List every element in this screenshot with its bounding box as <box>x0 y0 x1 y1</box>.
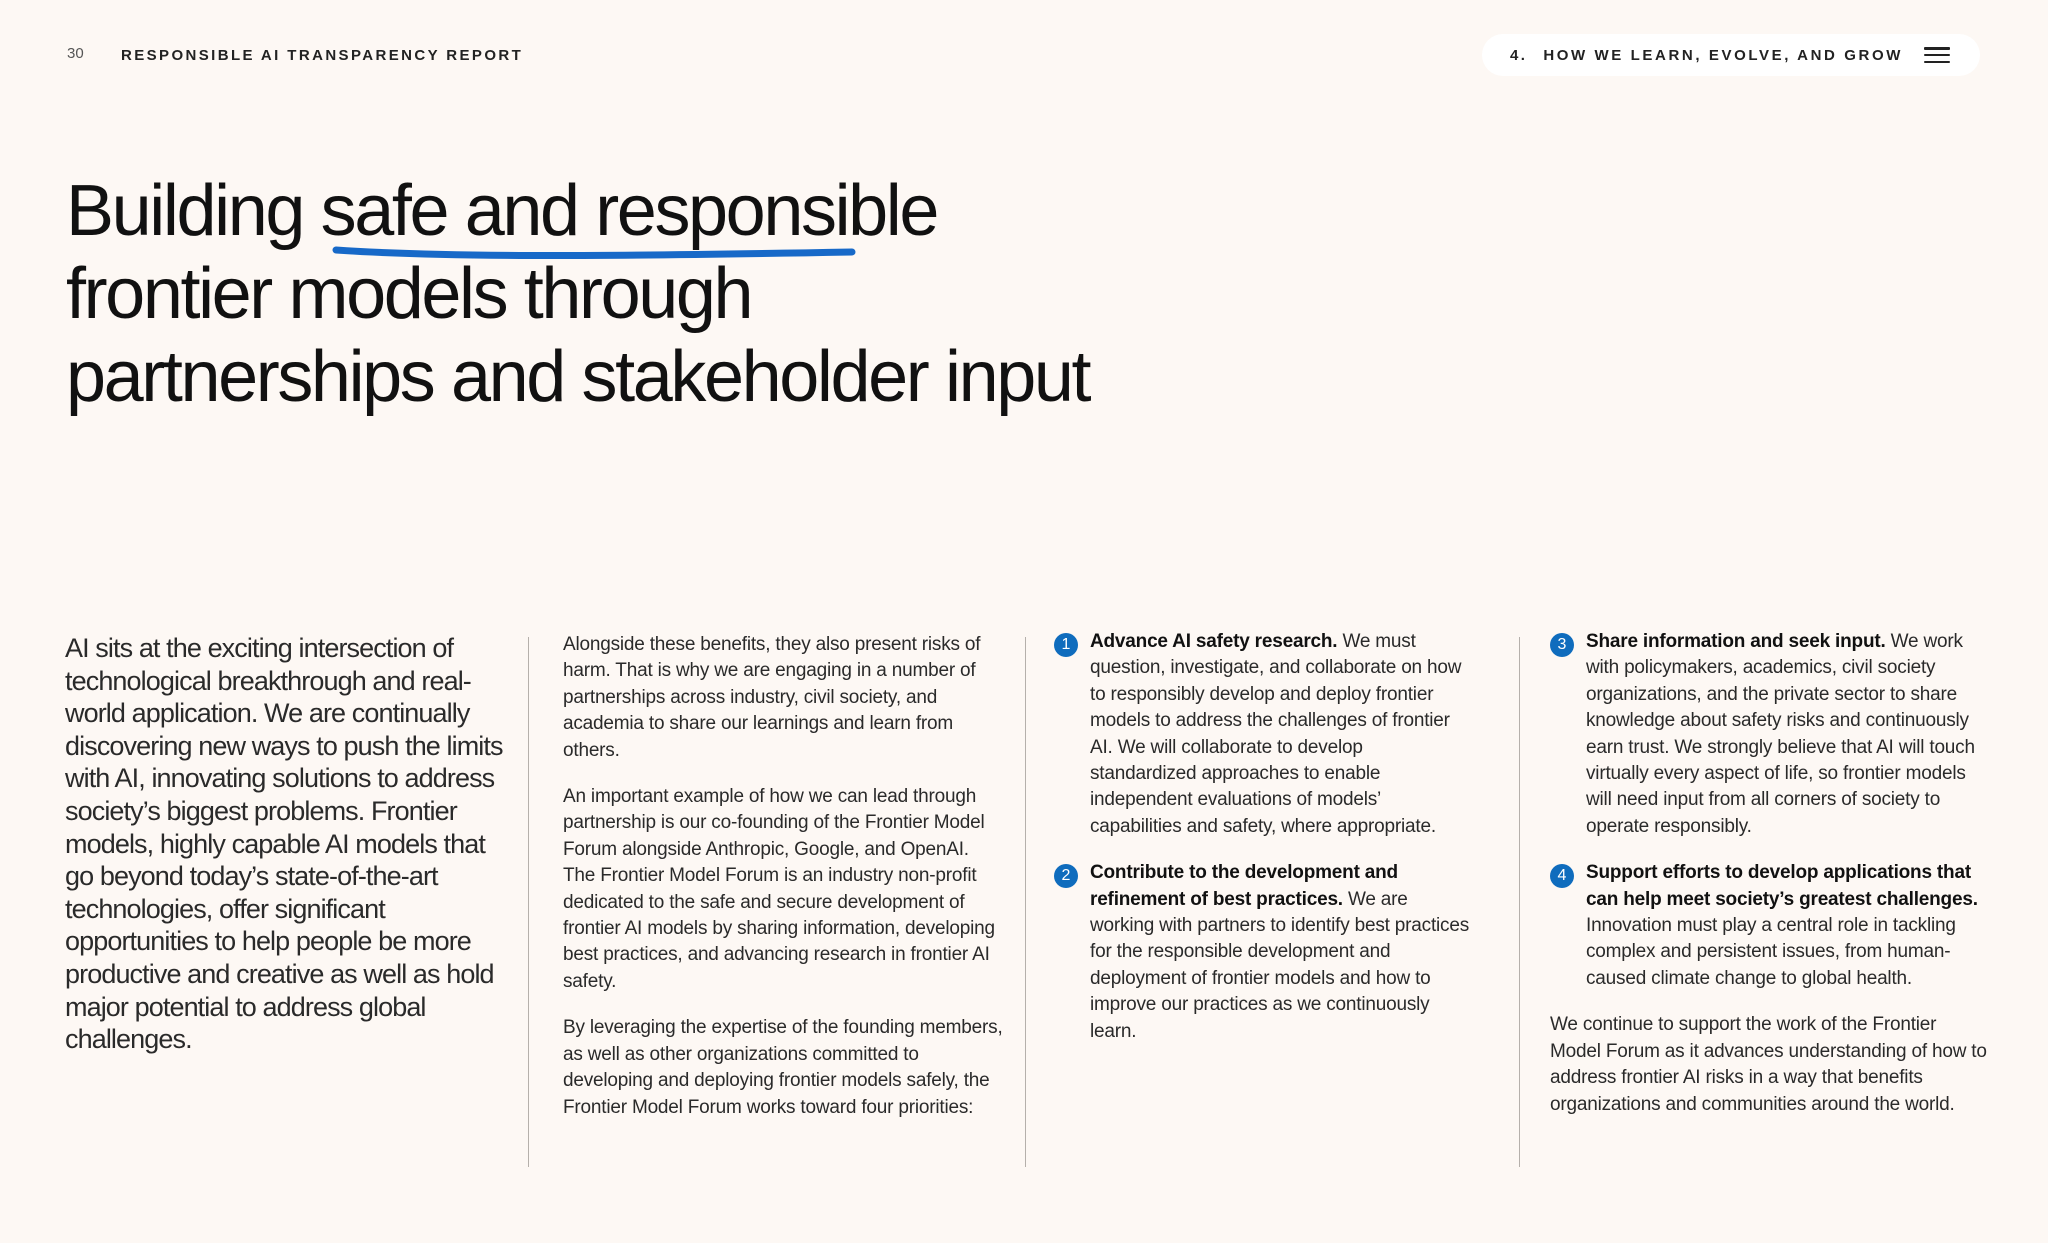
body-paragraph: An important example of how we can lead through partnership is our co-founding of the Frontier Model Forum alongside Anthropic, Google, and OpenAI. The Frontier Model Forum is an industry non-profit dedicated to the safe and secure development of frontier AI models by sharing information, developing best practices, and advancing research in frontier AI safety. <box>563 786 995 992</box>
column-divider <box>1025 637 1026 1167</box>
priority-item <box>1550 860 1990 992</box>
priority-item <box>1550 629 1990 840</box>
headline-highlighted-phrase: safe and responsible <box>320 171 938 251</box>
priority-title: Share information and seek input. <box>1586 631 1886 652</box>
section-number: 4. <box>1510 46 1528 64</box>
priorities-column-b <box>1550 629 1990 1118</box>
priority-title: Contribute to the development and refinement of best practices. <box>1090 862 1398 910</box>
priority-item <box>1054 860 1474 1045</box>
page-headline <box>66 170 1166 419</box>
headline-line3: partnerships and stakeholder input <box>66 337 1090 417</box>
priority-title: Support efforts to develop applications that can help meet society’s greatest challenges. <box>1586 862 1978 910</box>
hamburger-menu-icon[interactable] <box>1924 47 1950 63</box>
priority-title: Advance AI safety research. <box>1090 631 1338 652</box>
priorities-column-a <box>1054 629 1474 1045</box>
body-paragraph: By leveraging the expertise of the founding members, as well as other organizations committed to developing and deploying frontier models safely, the Frontier Model Forum works toward four priorities: <box>563 1017 1003 1118</box>
lead-paragraph: AI sits at the exciting intersection of technological breakthrough and real-world application. We are continually discovering new ways to push the limits with AI, innovating solutions to address society’s biggest problems. Frontier models, highly capable AI models that go beyond today’s state-of-the-art technologies, offer significant opportunities to help people be more productive and creative as well as hold major potential to address global challenges. <box>65 633 503 1055</box>
number-badge-icon: 4 <box>1550 864 1574 888</box>
section-nav-pill[interactable] <box>1482 34 1980 76</box>
number-badge-icon: 1 <box>1054 633 1078 657</box>
priority-item <box>1054 629 1474 840</box>
report-title: RESPONSIBLE AI TRANSPARENCY REPORT <box>121 47 524 64</box>
number-badge-icon: 3 <box>1550 633 1574 657</box>
number-badge-icon: 2 <box>1054 864 1078 888</box>
column-divider <box>528 637 529 1167</box>
section-title: HOW WE LEARN, EVOLVE, AND GROW <box>1543 46 1903 64</box>
headline-line2: frontier models through <box>66 254 752 334</box>
page-number: 30 <box>67 45 84 62</box>
headline-part1: Building <box>66 171 321 251</box>
body-paragraph: Alongside these benefits, they also present risks of harm. That is why we are engaging in a number of partnerships across industry, civil society, and academia to share our learnings and learn from others. <box>563 634 981 761</box>
body-column-2 <box>563 632 1003 1121</box>
highlight-underline-stroke <box>332 240 862 262</box>
closing-paragraph: We continue to support the work of the Frontier Model Forum as it advances understanding of how to address frontier AI risks in a way that benefits organizations and communities around the world. <box>1550 1014 1987 1115</box>
priority-body: We work with policymakers, academics, civil society organizations, and the private sector to share knowledge about safety risks and continuously earn trust. We strongly believe that AI will touch virtually every aspect of life, so frontier models will need input from all corners of society to operate responsibly. <box>1586 631 1975 837</box>
priority-body: We must question, investigate, and collaborate on how to responsibly develop and deploy frontier models to address the challenges of frontier AI. We will collaborate to develop standardized approaches to enable independent evaluations of models’ capabilities and safety, where appropriate. <box>1090 631 1462 837</box>
column-divider <box>1519 637 1520 1167</box>
priority-body: We are working with partners to identify best practices for the responsible development and deployment of frontier models and how to improve our practices as we continuously learn. <box>1090 888 1470 1042</box>
priority-body: Innovation must play a central role in tackling complex and persistent issues, from human-caused climate change to global health. <box>1586 915 1956 989</box>
